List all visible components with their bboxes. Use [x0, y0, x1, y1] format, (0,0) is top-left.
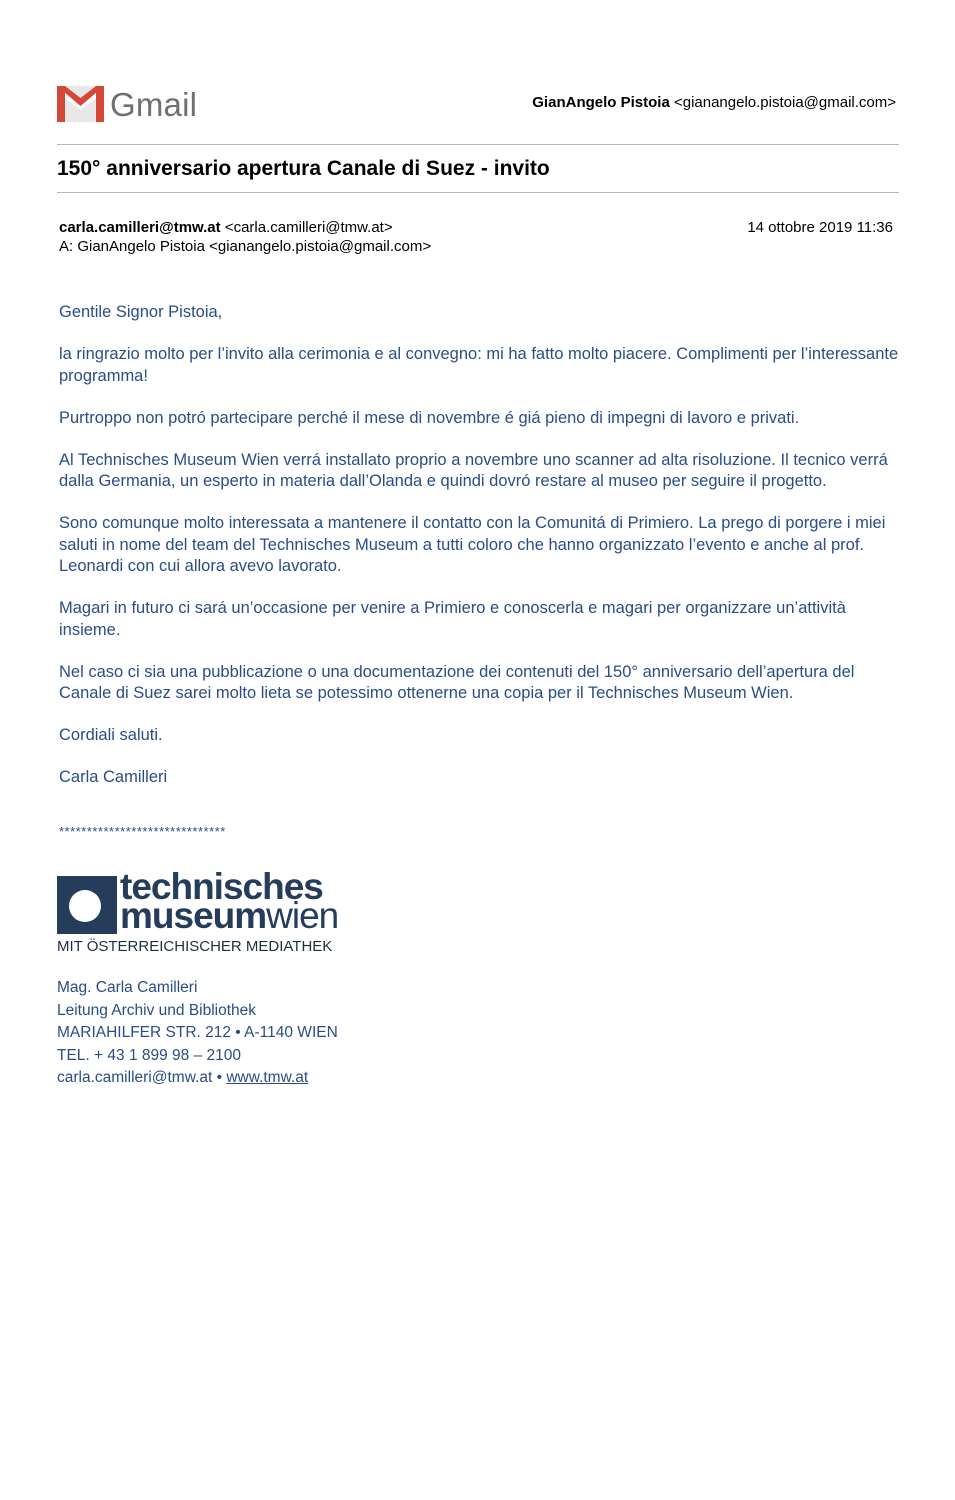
- body-paragraph: Purtroppo non potró partecipare perché il mese di novembre é giá pieno di impegni di lavoro e privati.: [59, 408, 800, 427]
- website-link[interactable]: www.tmw.at: [226, 1069, 309, 1086]
- tmw-logo-line2: [120, 896, 338, 936]
- body-greeting: Gentile Signor Pistoia,: [59, 303, 223, 321]
- gmail-logo: [57, 84, 197, 124]
- signature-contact-line: [57, 1067, 338, 1090]
- sender-name: carla.camilleri@tmw.at: [59, 219, 221, 236]
- body-paragraph: Sono comunque molto interessata a mantenere il contatto con la Comunitá di Primiero. La prego di porgere i miei saluti in nome del team del Technisches Museum a tutti coloro che hanno organizzato l’evento e anche al prof. Leonardi con cui allora avevo lavorato.: [59, 514, 886, 575]
- body-paragraph: Magari in futuro ci sará un’occasione per venire a Primiero e conoscerla e magari per organizzare un’attività insieme.: [59, 599, 846, 639]
- tmw-logo-line1: technisches: [120, 866, 323, 907]
- tmw-logo-mark: [57, 876, 117, 934]
- signature-separator: ******************************: [59, 824, 226, 839]
- signature-phone: TEL. + 43 1 899 98 – 2100: [57, 1046, 241, 1064]
- sender-email: <carla.camilleri@tmw.at>: [224, 219, 393, 236]
- tmw-logo: [57, 866, 367, 958]
- gmail-envelope-icon: [57, 86, 104, 122]
- tmw-logo-circle: [69, 890, 101, 922]
- account-info: [532, 94, 896, 111]
- recipient-line: A: GianAngelo Pistoia <gianangelo.pistoia@gmail.com>: [59, 238, 432, 255]
- body-paragraph: Nel caso ci sia una pubblicazione o una documentazione dei contenuti del 150° anniversario dell’apertura del Canale di Suez sarei molto lieta se potessimo ottenerne una copia per il Technisches Museum Wien.: [59, 662, 855, 702]
- email-body: [59, 302, 901, 809]
- header-divider: [57, 144, 899, 145]
- tmw-logo-museum: museum: [120, 895, 267, 936]
- tmw-logo-wien: wien: [266, 895, 339, 936]
- signature-role: Leitung Archiv und Bibliothek: [57, 1001, 257, 1019]
- message-date: 14 ottobre 2019 11:36: [747, 219, 893, 236]
- signature-block: [57, 977, 338, 1090]
- body-sender-name: Carla Camilleri: [59, 768, 168, 786]
- body-closing: Cordiali saluti.: [59, 726, 163, 744]
- signature-name: Mag. Carla Camilleri: [57, 979, 198, 996]
- sender-line: [59, 219, 393, 236]
- signature-email: carla.camilleri@tmw.at: [57, 1069, 213, 1086]
- account-email: <gianangelo.pistoia@gmail.com>: [673, 94, 896, 111]
- body-paragraph: la ringrazio molto per l’invito alla cerimonia e al convegno: mi ha fatto molto piacere. Complimenti per l’interessante programma!: [59, 345, 899, 385]
- subject-divider: [57, 192, 899, 193]
- tmw-logo-subtitle: MIT ÖSTERREICHISCHER MEDIATHEK: [57, 938, 333, 955]
- signature-address: MARIAHILFER STR. 212 • A-1140 WIEN: [57, 1024, 338, 1041]
- email-subject: 150° anniversario apertura Canale di Suez - invito: [57, 157, 550, 180]
- body-paragraph: Al Technisches Museum Wien verrá installato proprio a novembre uno scanner ad alta risoluzione. Il tecnico verrá dalla Germania, un esperto in materia dall’Olanda e quindi dovró restare al museo per seguire il progetto.: [59, 450, 888, 490]
- account-name: GianAngelo Pistoia: [532, 94, 670, 111]
- gmail-wordmark: Gmail: [110, 85, 198, 123]
- signature-bullet: •: [212, 1069, 227, 1086]
